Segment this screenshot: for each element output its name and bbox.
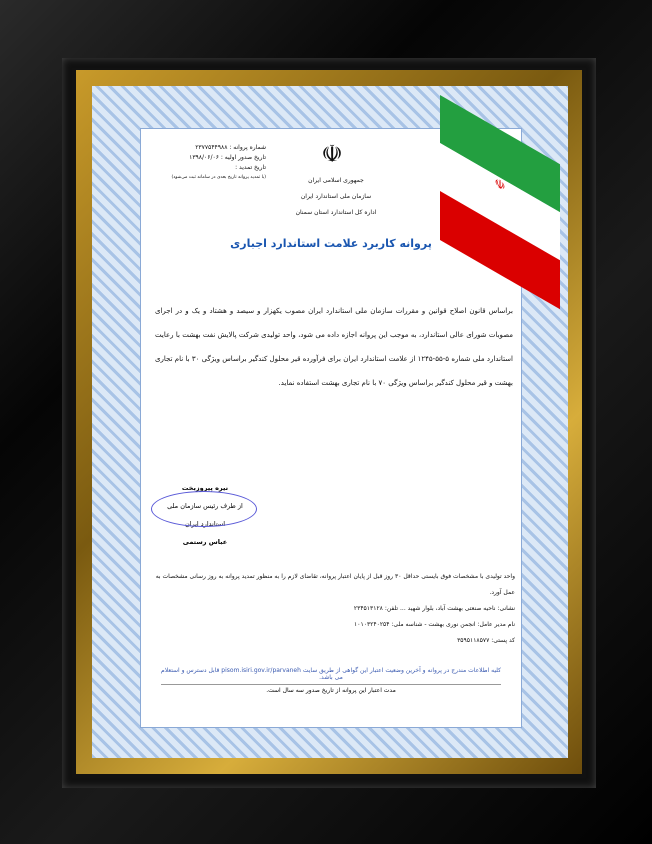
note-line: نشانی: ناحیه صنعتی بهشت آباد، بلوار شهید ... تلفن: ۲۳۴۵۱۳۱۲۸ [353, 605, 515, 612]
first-issue-label: تاریخ صدور اولیه : [220, 154, 266, 161]
signer-sub: عباس رستمی [182, 538, 228, 546]
signature-stroke [151, 491, 257, 527]
signature-block [155, 479, 255, 551]
org-line: سازمان ملی استاندارد ایران [300, 193, 372, 200]
org-line: جمهوری اسلامی ایران [308, 177, 364, 184]
reg-info [151, 143, 266, 183]
certificate-body: براساس قانون اصلاح قوانین و مقررات سازمان ملی استاندارد ایران مصوب یکهزار و سیصد و هشتاد و یک و در اجرای مصوبات شورای عالی استاندارد، به موجب این پروانه اجازه داده می شود، واحد تولیدی شرکت پالایش نفت بهشت با رعایت استاندارد ملی شماره ۵-۵۵-۱۲۴۵ از علامت استاندارد ایران برای فرآورده قیر محلول کندگیر براساس ویژگی ۳۰ با نام تجاری بهشت و قیر محلول کندگیر براساس ویژگی ۷۰ با نام تجاری بهشت استفاده نماید. [155, 307, 513, 387]
org-line: اداره کل استاندارد استان سمنان [295, 209, 377, 216]
iran-flag-icon: ☫ [440, 95, 560, 310]
first-issue: ۱۳۹۸/۰۶/۰۶ [189, 154, 219, 161]
renewal-note: (با تمدید پروانه تاریخ بعدی در سامانه ثبت می‌شود) [171, 175, 266, 180]
footer-link-text: کلیه اطلاعات مندرج در پروانه و آخرین وضعیت اعتبار این گواهی از طریق سایت pisom.isiri.gov.ir/parvaneh قابل دسترس و استعلام می باشد. [161, 667, 501, 685]
renewal-label: تاریخ تمدید : [235, 164, 266, 171]
notes [155, 569, 515, 649]
certificate-title: پروانه کاربرد علامت استاندارد اجباری [230, 237, 432, 250]
note-line: واحد تولیدی با مشخصات فوق بایستی حداقل ۳۰ روز قبل از پایان اعتبار پروانه، تقاضای لازم را به منظور تمدید پروانه به روز رسانی مشخصات به عمل آورد. [155, 573, 515, 596]
iran-emblem-icon: ☫ [321, 140, 343, 168]
note-line: نام مدیر عامل: انجمن نوری بهشت - شناسه ملی: ۱۰۱۰۳۲۴۰۲۵۴ [354, 621, 515, 628]
reg-no-label: شماره پروانه : [229, 144, 266, 151]
org-block [291, 173, 381, 221]
note-line: کد پستی: ۳۵۹۵۱۱۸۵۷۷ [457, 637, 515, 644]
signer-role: از طرف رئیس سازمان ملی استاندارد ایران [167, 502, 243, 528]
reg-no: ۲۳۷۷۵۴۴۹۸۸ [195, 144, 228, 151]
signer-name: نیره پیروزبخت [181, 484, 229, 492]
validity-text: مدت اعتبار این پروانه از تاریخ صدور سه سال است. [266, 687, 396, 694]
